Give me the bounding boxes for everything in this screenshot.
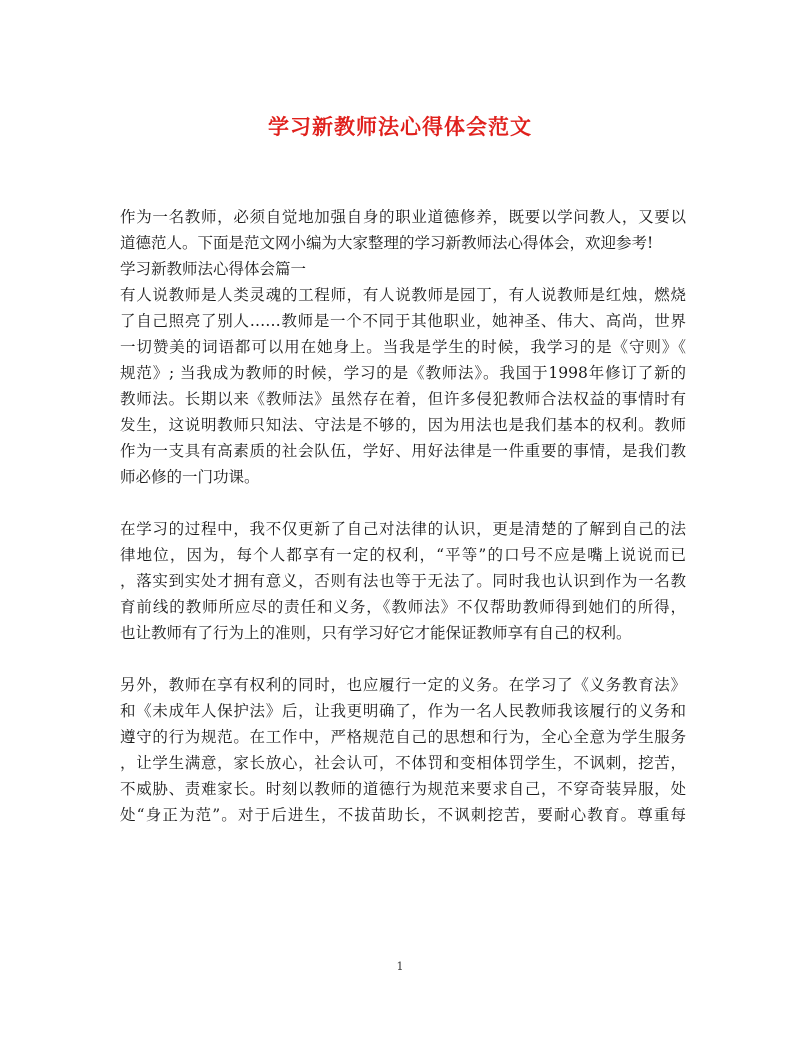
text-line: 也让教师有了行为上的准则，只有学习好它才能保证教师享有自己的权利。 — [120, 624, 632, 642]
text-line: 在学习的过程中，我不仅更新了自己对法律的认识，更是清楚的了解到自己的法 — [120, 520, 686, 538]
text-line: 处“身正为范”。对于后进生，不拔苗助长，不讽刺挖苦，要耐心教育。尊重每 — [120, 806, 686, 824]
paragraph-gap — [120, 490, 686, 516]
document-title: 学习新教师法心得体会范文 — [268, 114, 532, 139]
paragraph-gap — [120, 646, 686, 672]
text-line: 规范》; 当我成为教师的时候，学习的是《教师法》。我国于1998年修订了新的 — [120, 364, 686, 382]
text-line: 遵守的行为规范。在工作中，严格规范自己的思想和行为，全心全意为学生服务 — [120, 728, 686, 746]
document-body — [120, 204, 686, 828]
text-line: ，让学生满意，家长放心，社会认可，不体罚和变相体罚学生，不讽刺，挖苦， — [120, 754, 686, 772]
page-number: 1 — [396, 960, 404, 973]
text-line: 作为一名教师，必须自觉地加强自身的职业道德修养，既要以学问教人，又要以 — [120, 208, 686, 226]
text-line: ，落实到实处才拥有意义，否则有法也等于无法了。同时我也认识到作为一名教 — [120, 572, 686, 590]
text-line: 了自己照亮了别人……教师是一个不同于其他职业，她神圣、伟大、高尚，世界 — [120, 312, 686, 330]
text-line: 律地位，因为，每个人都享有一定的权利，“平等”的口号不应是嘴上说说而已 — [120, 546, 686, 564]
text-line: 另外，教师在享有权利的同时，也应履行一定的义务。在学习了《义务教育法》 — [120, 676, 686, 694]
text-line: 有人说教师是人类灵魂的工程师，有人说教师是园丁，有人说教师是红烛，燃烧 — [120, 286, 686, 304]
text-line: 学习新教师法心得体会篇一 — [120, 260, 307, 278]
text-line: 师必修的一门功课。 — [120, 468, 260, 486]
text-line: 发生，这说明教师只知法、守法是不够的，因为用法也是我们基本的权利。教师 — [120, 416, 686, 434]
text-line: 作为一支具有高素质的社会队伍，学好、用好法律是一件重要的事情，是我们教 — [120, 442, 686, 460]
text-line: 一切赞美的词语都可以用在她身上。当我是学生的时候，我学习的是《守则》《 — [120, 338, 686, 356]
text-line: 不威胁、责难家长。时刻以教师的道德行为规范来要求自己，不穿奇装异服，处 — [120, 780, 686, 798]
text-line: 和《未成年人保护法》后，让我更明确了，作为一名人民教师我该履行的义务和 — [120, 702, 686, 720]
text-line: 育前线的教师所应尽的责任和义务，《教师法》不仅帮助教师得到她们的所得， — [120, 598, 686, 616]
text-line: 教师法。长期以来《教师法》虽然存在着，但许多侵犯教师合法权益的事情时有 — [120, 390, 686, 408]
text-line: 道德范人。下面是范文网小编为大家整理的学习新教师法心得体会，欢迎参考! — [120, 234, 654, 252]
